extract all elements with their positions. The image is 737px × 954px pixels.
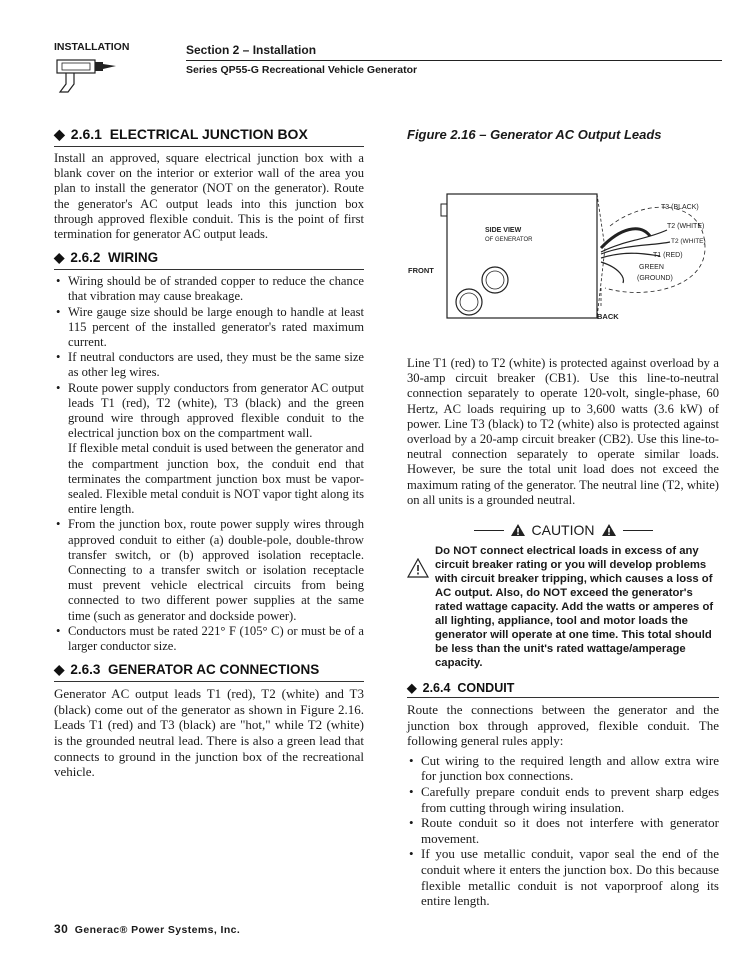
- circuit-breaker-paragraph: Line T1 (red) to T2 (white) is protected against overload by a 30-amp circuit breaker (CB1). Use this line-to-neutral connection separately to operate 120-volt, single-phase, 60 Hertz, AC loads requiring up to 3,600 watts (3.6 kW) of power. Line T3 (black) to T2 (white) also is protected against overload by a 20-amp circuit breaker (CB2). Use this line-to-neutral connection separately to operate similar loads. However, be sure the total unit load does not exceed the maximum rating of the generator. The neutral line (T2, white) on all units is a grounded neutral.: [407, 356, 719, 507]
- wiring-list: [54, 274, 364, 441]
- warning-triangle-icon: [601, 523, 617, 537]
- right-column: [407, 356, 719, 909]
- page-footer: [54, 922, 240, 936]
- caution-label: CAUTION: [531, 522, 595, 539]
- list-item: • Wire gauge size should be large enough to handle at least 115 percent of the installed generator's rated maximum current.: [54, 305, 364, 351]
- list-item: • Route conduit so it does not interfere with generator movement.: [407, 815, 719, 846]
- caution-rule-left: [474, 530, 504, 531]
- list-item: • Conductors must be rated 221° F (105° C) or must be of a larger conductor size.: [54, 624, 364, 654]
- list-item: • Cut wiring to the required length and allow extra wire for junction box connections.: [407, 753, 719, 784]
- heading-2-6-4: ◆ 2.6.4 CONDUIT: [407, 680, 719, 698]
- list-item: • From the junction box, route power supply wires through approved conduit to either (a) double-pole, double-throw transfer switch, or (b) approved isolation receptacle. Connecting to a transfer switch or isolation receptacle must prevent vehicle electrical circuits from being connected to two different power supplies at the same time (such as generator and dockside power).: [54, 517, 364, 623]
- warning-triangle-icon: [510, 523, 526, 537]
- ac-connections-paragraph: Generator AC output leads T1 (red), T2 (white) and T3 (black) come out of the generator as shown in Figure 2.16. Leads T1 (red) and T3 (black) are "hot," while T2 (white) is the grounded neutral lead. There is also a green lead that connects to ground in the junction box of the recreational vehicle.: [54, 686, 364, 780]
- junction-box-paragraph: Install an approved, square electrical junction box with a blank cover on the interior or exterior wall of the area you plan to install the generator (NOT on the generator). Route the generator's AC output leads into this junction box through approved flexible conduit. This is the point of first termination for generator AC output leads.: [54, 151, 364, 242]
- conduit-intro: Route the connections between the generator and the junction box through approved, flexible conduit. The following general rules apply:: [407, 702, 719, 749]
- t2-label-upper: T2 (WHITE): [667, 223, 705, 230]
- page-section-title: Section 2 – Installation: [186, 43, 317, 57]
- front-label: FRONT: [408, 266, 434, 275]
- list-item: • Wiring should be of stranded copper to reduce the chance that vibration may cause breakage.: [54, 274, 364, 304]
- side-view-label: SIDE VIEW: [485, 227, 522, 234]
- back-label: BACK: [597, 312, 619, 321]
- of-generator-label: OF GENERATOR: [485, 237, 533, 243]
- heading-2-6-3: ◆ 2.6.3 GENERATOR AC CONNECTIONS: [54, 662, 364, 682]
- generator-ac-output-diagram: [405, 188, 725, 338]
- drill-icon: [56, 54, 118, 94]
- t3-label: T3 (BLACK): [661, 204, 699, 211]
- generator-outline: [447, 194, 597, 318]
- header-rule: [186, 60, 722, 61]
- ground-label: (GROUND): [637, 275, 673, 282]
- page-number: 30: [54, 922, 69, 936]
- heading-2-6-2: ◆ 2.6.2 WIRING: [54, 250, 364, 270]
- t2-label-lower: T2 (WHITE): [671, 238, 706, 245]
- section-label: INSTALLATION: [54, 41, 130, 53]
- green-label: GREEN: [639, 264, 664, 271]
- conduit-list: [407, 753, 719, 909]
- t1-label: T1 (RED): [653, 252, 683, 259]
- flexible-conduit-note: If flexible metal conduit is used between the generator and the compartment junction box, the conduit end that terminates the compartment junction box must be vapor-sealed. Flexible metal conduit is NOT vapor tight along its entire length.: [68, 441, 364, 517]
- caution-text: Do NOT connect electrical loads in excess of any circuit breaker rating or you will develop problems with circuit breaker tripping, which causes a loss of AC output. Also, do NOT exceed the generator's rated wattage capacity. Add the watts or amperes of all lighting, appliance, tool and motor loads the generator will operate at one time. This total should be less than the unit's rated wattage/amperage capacity.: [435, 545, 714, 670]
- list-item: • If neutral conductors are used, they must be the same size as other leg wires.: [54, 350, 364, 380]
- caution-block: [407, 544, 719, 670]
- page-series-title: Series QP55-G Recreational Vehicle Generator: [186, 64, 418, 76]
- list-item: • Carefully prepare conduit ends to prevent sharp edges from cutting through wiring insulation.: [407, 784, 719, 815]
- caution-heading: [407, 522, 719, 538]
- company-name: Generac® Power Systems, Inc.: [74, 924, 241, 936]
- list-item: • Route power supply conductors from generator AC output leads T1 (red), T2 (white), T3 (black) and the green ground wire through approved flexible conduit to the electrical junction box on the compartment wall.: [54, 381, 364, 442]
- list-item: • If you use metallic conduit, vapor seal the end of the conduit where it enters the junction box. Do this because flexible metallic conduit is not vaporproof along its entire length.: [407, 846, 719, 908]
- heading-2-6-1: ◆ 2.6.1 ELECTRICAL JUNCTION BOX: [54, 126, 364, 147]
- left-column: [54, 126, 364, 780]
- caution-rule-right: [623, 530, 653, 531]
- warning-triangle-outline-icon: [407, 558, 429, 578]
- figure-title: Figure 2.16 – Generator AC Output Leads: [407, 127, 662, 142]
- wiring-list-continued: [54, 517, 364, 654]
